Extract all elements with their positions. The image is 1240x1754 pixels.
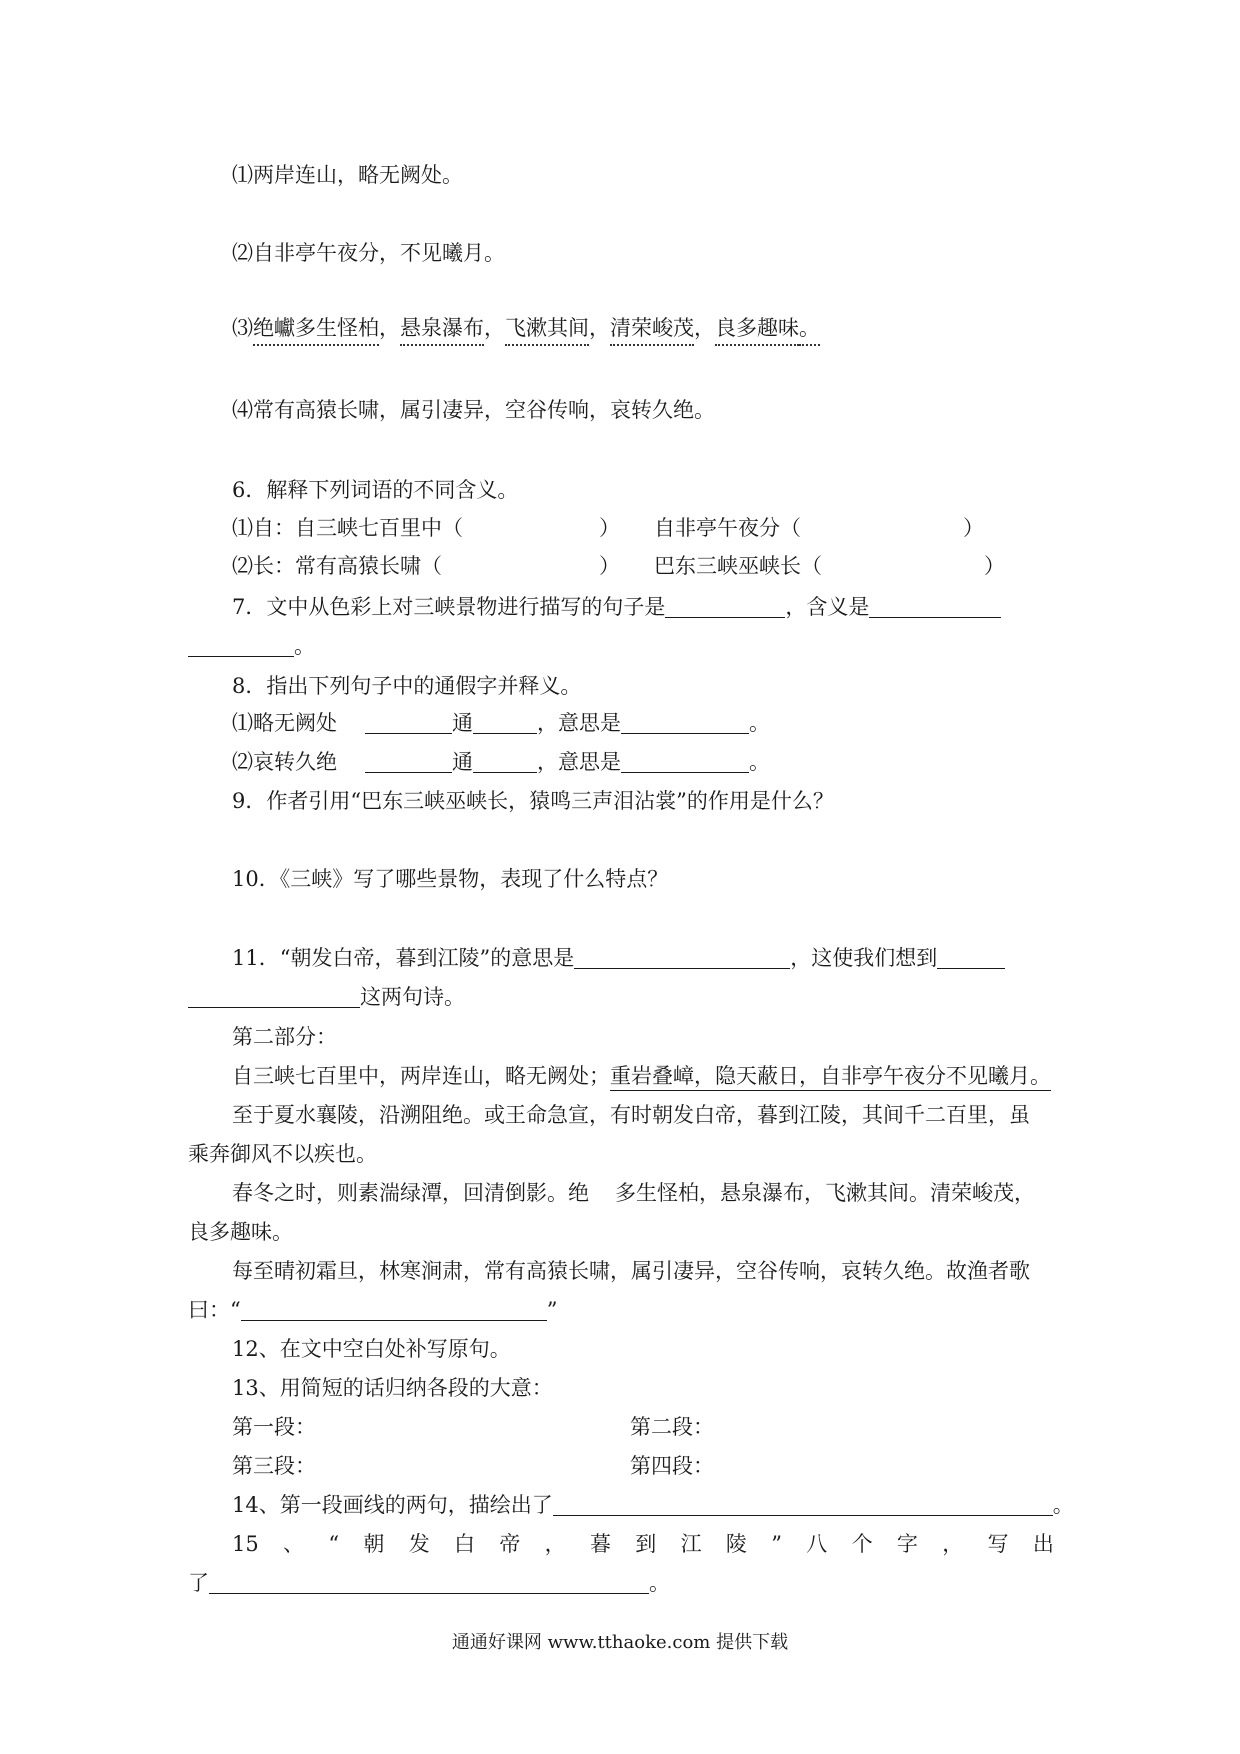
sentence-3-part-3: 飞漱其间 <box>505 316 589 346</box>
q8-row2-label: ⑵哀转久绝 <box>232 750 337 774</box>
q8-row2-end: 。 <box>749 750 770 774</box>
q8-row1-end: 。 <box>749 711 770 735</box>
sentence-3-comma-3: ， <box>589 316 610 340</box>
q15-char: 八 <box>806 1532 828 1556</box>
passage-paragraph-4-line-1: 每至晴初霜旦，林寒涧肃，常有高猿长啸，属引凄异，空谷传响，哀转久绝。故渔者歌 <box>232 1259 1030 1283</box>
q7-blank-1[interactable] <box>665 597 785 618</box>
q15-char: ， <box>942 1532 964 1556</box>
q6-row1-a: ⑴自：自三峡七百里中（ <box>232 516 463 540</box>
sentence-3-part-2: 悬泉瀑布 <box>400 316 484 346</box>
q15-char: 个 <box>851 1532 873 1556</box>
sentence-3-part-1: 绝巘多生怪柏 <box>253 316 379 346</box>
q8-row1-blank-2[interactable] <box>473 713 537 734</box>
sentence-2: ⑵自非亭午夜分，不见曦月。 <box>232 241 505 265</box>
passage-paragraph-2-line-2: 乘奔御风不以疾也。 <box>188 1142 377 1166</box>
paragraph-3-b: 多生怪柏，悬泉瀑布，飞漱其间。清荣峻茂， <box>615 1181 1035 1205</box>
q11-text-a: 11．“朝发白帝，暮到江陵”的意思是 <box>232 946 575 970</box>
question-6-stem: 6．解释下列词语的不同含义。 <box>232 478 519 502</box>
passage-paragraph-3-line-2: 良多趣味。 <box>188 1220 293 1244</box>
sentence-3-comma-4: ， <box>694 316 715 340</box>
sentence-1: ⑴两岸连山，略无阙处。 <box>232 163 463 187</box>
q8-row1-yisi: ，意思是 <box>537 711 621 735</box>
q8-row2-blank-3[interactable] <box>621 752 749 773</box>
sentence-3 <box>232 318 820 339</box>
question-9: 9．作者引用“巴东三峡巫峡长，猿鸣三声泪沾裳”的作用是什么？ <box>232 789 834 813</box>
q11-blank-2[interactable] <box>937 948 1005 969</box>
question-8-row-2 <box>232 752 770 773</box>
q15-char: 、 <box>283 1532 305 1556</box>
q11-blank-1[interactable] <box>574 948 790 969</box>
question-8-row-1 <box>232 713 770 734</box>
sentence-3-part-4: 清荣峻茂 <box>610 316 694 346</box>
q15-blank[interactable] <box>209 1573 649 1594</box>
question-11-line-2 <box>188 987 465 1008</box>
q7-end: 。 <box>294 634 315 658</box>
question-7-line-2 <box>188 636 315 657</box>
q15-char: 发 <box>408 1532 430 1556</box>
paragraph-4-blank[interactable] <box>241 1300 547 1321</box>
q15-liao: 了 <box>188 1571 209 1595</box>
q8-row2-blank-2[interactable] <box>473 752 537 773</box>
q8-row2-blank-1[interactable] <box>365 752 452 773</box>
q11-text-c: 这两句诗。 <box>360 985 465 1009</box>
q14-end: 。 <box>1052 1493 1074 1517</box>
q7-blank-3[interactable] <box>188 636 294 657</box>
paragraph-4-quote-open: 曰：“ <box>188 1298 241 1322</box>
q6-row2-a: ⑵长：常有高猿长啸（ <box>232 554 442 578</box>
q14-blank[interactable] <box>553 1495 1053 1516</box>
question-7-line-1 <box>232 597 1001 618</box>
sentence-3-prefix: ⑶ <box>232 316 253 340</box>
q15-char: 暮 <box>589 1532 611 1556</box>
q8-row2-yisi: ，意思是 <box>537 750 621 774</box>
question-12: 12、在文中空白处补写原句。 <box>232 1337 511 1361</box>
paragraph-4-quote-close: ” <box>546 1298 558 1322</box>
passage-paragraph-3-line-1 <box>232 1183 1035 1204</box>
q7-text-a: 7．文中从色彩上对三峡景物进行描写的句子是 <box>232 595 666 619</box>
q15-char: ， <box>544 1532 566 1556</box>
q11-text-b: ，这使我们想到 <box>790 946 938 970</box>
q15-char: 到 <box>635 1532 657 1556</box>
paragraph-3-a: 春冬之时，则素湍绿潭，回清倒影。绝 <box>232 1181 589 1205</box>
summary-paragraph-3: 第三段： <box>232 1454 316 1478</box>
q7-blank-2[interactable] <box>869 597 1001 618</box>
q15-char: 出 <box>1032 1532 1054 1556</box>
q15-char: ” <box>771 1532 782 1556</box>
q6-row2-d: ） <box>984 554 1005 578</box>
sentence-3-comma-1: ， <box>379 316 400 340</box>
q15-char: 朝 <box>363 1532 385 1556</box>
question-11-line-1 <box>232 948 1005 969</box>
summary-paragraph-1: 第一段： <box>232 1415 316 1439</box>
sentence-3-comma-2: ， <box>484 316 505 340</box>
page-footer: 通通好课网 www.tthaoke.com 提供下载 <box>451 1632 789 1653</box>
q15-char: 陵 <box>725 1532 747 1556</box>
q6-row1-b: ） <box>599 516 620 540</box>
q15-char: 写 <box>987 1532 1009 1556</box>
part-2-heading: 第二部分： <box>232 1025 337 1049</box>
sentence-3-end: 。 <box>799 316 820 346</box>
paragraph-1-underlined: 重岩叠嶂，隐天蔽日，自非亭午夜分不见曦月。 <box>610 1064 1051 1091</box>
sentence-3-part-5: 良多趣味 <box>715 316 799 346</box>
passage-paragraph-4-line-2 <box>188 1300 558 1321</box>
question-6-row-2 <box>232 556 1005 577</box>
question-10: 10．《三峡》写了哪些景物，表现了什么特点？ <box>232 867 669 891</box>
q15-end: 。 <box>649 1571 670 1595</box>
q15-char: 江 <box>680 1532 702 1556</box>
q8-row1-label: ⑴略无阙处 <box>232 711 337 735</box>
q6-row2-c: 巴东三峡巫峡长（ <box>654 554 822 578</box>
q6-row1-c: 自非亭午夜分（ <box>654 516 801 540</box>
q8-row1-blank-3[interactable] <box>621 713 749 734</box>
question-13-stem: 13、用简短的话归纳各段的大意： <box>232 1376 553 1400</box>
q15-char: 15 <box>232 1532 259 1556</box>
q15-char: “ <box>328 1532 340 1556</box>
q15-char: 白 <box>454 1532 476 1556</box>
q11-blank-3[interactable] <box>188 987 360 1008</box>
q7-text-b: ，含义是 <box>785 595 870 619</box>
question-8-stem: 8．指出下列句子中的通假字并释义。 <box>232 674 582 698</box>
question-14 <box>232 1495 1074 1516</box>
q6-row1-d: ） <box>963 516 984 540</box>
question-15-line-2 <box>188 1573 670 1594</box>
q14-text: 14、第一段画线的两句，描绘出了 <box>232 1493 553 1517</box>
question-15-line-1 <box>232 1534 1054 1555</box>
summary-paragraph-2: 第二段： <box>630 1415 714 1439</box>
q8-row1-blank-1[interactable] <box>365 713 452 734</box>
sentence-4: ⑷常有高猿长啸，属引凄异，空谷传响，哀转久绝。 <box>232 398 715 422</box>
passage-paragraph-2-line-1: 至于夏水襄陵，沿溯阻绝。或王命急宣，有时朝发白帝，暮到江陵，其间千二百里，虽 <box>232 1103 1030 1127</box>
question-6-row-1 <box>232 518 984 539</box>
q15-char: 帝 <box>499 1532 521 1556</box>
summary-paragraph-4: 第四段： <box>630 1454 714 1478</box>
passage-paragraph-1 <box>232 1066 1051 1087</box>
q6-row2-b: ） <box>599 554 620 578</box>
q8-row1-tong: 通 <box>452 711 473 735</box>
paragraph-1-plain: 自三峡七百里中，两岸连山，略无阙处； <box>232 1064 610 1088</box>
q15-char: 字 <box>896 1532 918 1556</box>
q8-row2-tong: 通 <box>452 750 473 774</box>
